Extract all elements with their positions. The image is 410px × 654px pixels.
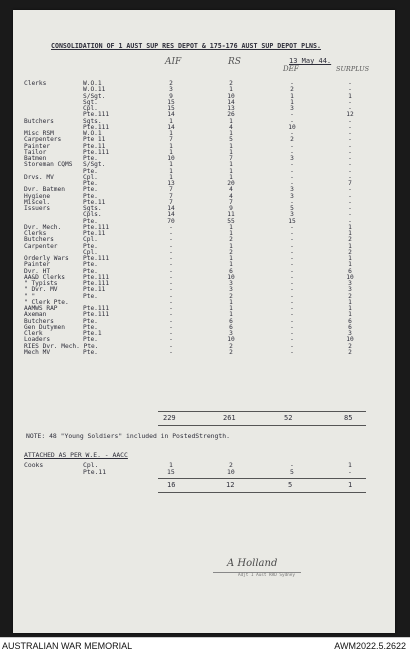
row-rank: Pte. xyxy=(83,267,98,275)
row-value-rs: 4 xyxy=(229,123,233,131)
row-value-aif: 70 xyxy=(167,217,175,225)
row-value-surplus: 1 xyxy=(348,311,352,319)
row-trade: Mech MV xyxy=(24,348,51,356)
row-trade: " " xyxy=(24,292,36,300)
row-rank: Pte. xyxy=(83,217,98,225)
row-value-rs: 10 xyxy=(227,336,235,344)
row-value-surplus: 3 xyxy=(348,286,352,294)
row-rank: Cpl. xyxy=(83,236,98,244)
attached-rs: 2 xyxy=(229,461,233,469)
row-value-def: - xyxy=(290,330,294,337)
row-value-surplus: 2 xyxy=(348,248,352,256)
row-trade: Carpenter xyxy=(24,242,58,250)
row-value-def: - xyxy=(290,180,294,187)
row-value-def: 15 xyxy=(288,217,296,225)
row-value-def: - xyxy=(290,161,294,169)
signature-caption: Adjt 1 Aust RRD Sydney xyxy=(238,573,295,578)
row-value-rs: 1 xyxy=(229,261,233,269)
row-value-def: - xyxy=(290,267,294,275)
row-value-surplus: - xyxy=(348,105,352,112)
archive-footer xyxy=(0,637,410,654)
row-value-surplus: 3 xyxy=(348,330,352,337)
row-value-aif: 15 xyxy=(167,98,175,106)
row-value-surplus: 1 xyxy=(348,223,352,231)
totals-rule-bottom xyxy=(158,425,366,426)
attached-rs: 10 xyxy=(227,468,235,476)
row-value-aif: 14 xyxy=(167,205,175,212)
row-value-rs: 11 xyxy=(227,211,235,219)
row-value-rs: 10 xyxy=(227,273,235,281)
row-rank: Pte. xyxy=(83,242,98,250)
row-value-def: - xyxy=(290,305,294,312)
attached-rank: Pte.11 xyxy=(83,468,107,476)
row-value-rs: 6 xyxy=(229,323,233,331)
row-value-def: - xyxy=(290,292,294,300)
row-value-aif: 3 xyxy=(169,86,173,94)
row-trade: Axeman xyxy=(24,311,47,319)
row-value-def: 3 xyxy=(290,105,294,112)
row-value-aif: 1 xyxy=(169,161,173,169)
row-value-surplus: 3 xyxy=(348,280,352,287)
row-value-rs: 1 xyxy=(229,298,233,306)
row-value-surplus: - xyxy=(348,198,352,206)
row-rank: Pte.11 xyxy=(83,286,106,294)
row-rank: Sgt. xyxy=(83,98,98,106)
row-value-rs: 1 xyxy=(229,255,233,262)
document-title: CONSOLIDATION OF 1 AUST SUP RES DEPOT & 175-176 AUST SUP DEPOT PLNS. xyxy=(51,42,321,50)
footer-accession-number: AWM2022.5.2622 xyxy=(334,641,406,651)
total-aif: 229 xyxy=(163,414,176,422)
row-rank: Pte. xyxy=(83,167,98,175)
row-value-aif: - xyxy=(169,317,173,325)
row-value-def: 10 xyxy=(288,123,296,131)
row-value-aif: - xyxy=(169,223,173,231)
row-value-rs: 55 xyxy=(227,217,235,225)
row-value-def: - xyxy=(290,255,294,262)
row-value-def: - xyxy=(290,236,294,244)
total-rs: 261 xyxy=(223,414,236,422)
row-trade: Drvs. MV xyxy=(24,173,54,181)
row-value-aif: 7 xyxy=(169,136,173,144)
row-value-def: - xyxy=(290,111,294,119)
row-rank: Pte. xyxy=(83,348,98,356)
attached-surplus: 1 xyxy=(348,461,352,469)
row-value-def: - xyxy=(290,223,294,231)
row-value-aif: 15 xyxy=(167,105,175,112)
row-value-rs: 1 xyxy=(229,173,233,181)
row-value-rs: 20 xyxy=(227,180,235,187)
row-trade: Tailor xyxy=(24,148,47,156)
row-value-def: 5 xyxy=(290,205,294,212)
row-rank: Pte.11 xyxy=(83,230,106,237)
row-value-def: - xyxy=(290,130,294,137)
row-value-rs: 1 xyxy=(229,305,233,312)
row-value-rs: 1 xyxy=(229,230,233,237)
column-head-aif: AIF xyxy=(165,57,182,67)
row-rank: Pte. xyxy=(83,323,98,331)
row-value-surplus: 1 xyxy=(348,92,352,100)
row-rank: Cpl. xyxy=(83,173,98,181)
row-value-surplus: 12 xyxy=(346,111,354,119)
row-value-aif: 2 xyxy=(169,80,173,87)
column-head-def: DEF xyxy=(283,65,299,73)
row-value-aif: - xyxy=(169,255,173,262)
row-value-rs: 2 xyxy=(229,348,233,356)
row-value-aif: 9 xyxy=(169,92,173,100)
row-rank: Pte.111 xyxy=(83,255,110,262)
row-value-aif: 7 xyxy=(169,192,173,200)
row-value-aif: - xyxy=(169,261,173,269)
row-value-def: - xyxy=(290,242,294,250)
row-value-def: - xyxy=(290,117,294,125)
attached-total-surplus: 1 xyxy=(348,481,353,489)
row-value-def: - xyxy=(290,323,294,331)
row-value-surplus: 2 xyxy=(348,348,352,356)
row-value-def: - xyxy=(290,342,294,350)
attached-trade: Cooks xyxy=(24,461,44,469)
row-value-def: - xyxy=(290,142,294,150)
row-value-rs: 1 xyxy=(229,142,233,150)
row-value-surplus: - xyxy=(348,123,352,131)
row-rank: Pte.111 xyxy=(83,223,110,231)
row-trade: RIES Dvr. Mech. Pte. xyxy=(24,342,99,350)
row-value-rs: 1 xyxy=(229,223,233,231)
row-trade: Miscel. xyxy=(24,198,51,206)
total-def: 52 xyxy=(284,414,293,422)
row-value-rs: 2 xyxy=(229,80,233,87)
row-value-aif: - xyxy=(169,305,173,312)
row-value-rs: 2 xyxy=(229,292,233,300)
row-value-rs: 6 xyxy=(229,267,233,275)
row-value-rs: 7 xyxy=(229,155,233,162)
row-rank: S/Sgt. xyxy=(83,161,106,169)
row-value-aif: - xyxy=(169,330,173,337)
row-value-def: - xyxy=(290,317,294,325)
row-value-surplus: - xyxy=(348,161,352,169)
row-value-surplus: - xyxy=(348,117,352,125)
row-trade: AAMWS RAP xyxy=(24,305,58,312)
row-trade: Issuers xyxy=(24,205,51,212)
row-value-rs: 6 xyxy=(229,317,233,325)
row-value-surplus: - xyxy=(348,192,352,200)
row-value-aif: 10 xyxy=(167,155,175,162)
row-value-aif: - xyxy=(169,311,173,319)
row-rank: Pte.111 xyxy=(83,123,110,131)
row-trade: Batmen xyxy=(24,155,47,162)
row-value-surplus: 2 xyxy=(348,292,352,300)
row-value-aif: 1 xyxy=(169,167,173,175)
row-trade: " Typists xyxy=(24,280,58,287)
row-rank: W.O.1 xyxy=(83,130,102,137)
row-value-rs: 1 xyxy=(229,117,233,125)
row-rank: Sgts. xyxy=(83,117,102,125)
row-trade: " Clerk Pte. xyxy=(24,298,69,306)
attached-rule-top xyxy=(158,478,366,479)
row-value-rs: 26 xyxy=(227,111,235,119)
attached-rank: Cpl. xyxy=(83,461,99,469)
row-trade: Dvr. Mech. xyxy=(24,223,62,231)
row-rank: Pte.11 xyxy=(83,142,106,150)
row-value-aif: - xyxy=(169,286,173,294)
row-value-surplus: 2 xyxy=(348,236,352,244)
row-value-surplus: - xyxy=(348,167,352,175)
row-value-rs: 9 xyxy=(229,205,233,212)
row-value-aif: - xyxy=(169,336,173,344)
row-value-surplus: 1 xyxy=(348,255,352,262)
signature: A Holland xyxy=(227,558,278,569)
row-rank: Pte. xyxy=(83,192,98,200)
row-rank: Pte.11 xyxy=(83,198,106,206)
row-value-def: - xyxy=(290,336,294,344)
row-trade: Dvr. Batmen xyxy=(24,186,65,194)
row-value-rs: 3 xyxy=(229,286,233,294)
row-value-surplus: - xyxy=(348,205,352,212)
row-value-surplus: - xyxy=(348,98,352,106)
row-value-aif: 14 xyxy=(167,123,175,131)
row-value-surplus: - xyxy=(348,186,352,194)
row-value-rs: 1 xyxy=(229,130,233,137)
row-value-aif: 1 xyxy=(169,117,173,125)
row-value-rs: 1 xyxy=(229,148,233,156)
row-value-rs: 4 xyxy=(229,186,233,194)
attached-aif: 1 xyxy=(169,461,173,469)
row-rank: Pte. xyxy=(83,180,98,187)
row-trade: Orderly Wars xyxy=(24,255,69,262)
row-value-surplus: - xyxy=(348,211,352,219)
row-rank: Pte. xyxy=(83,292,98,300)
row-trade: Dvr. HT xyxy=(24,267,51,275)
row-trade: Butchers xyxy=(24,236,54,244)
row-trade: Clerk xyxy=(24,330,43,337)
row-value-aif: 7 xyxy=(169,186,173,194)
row-rank: Pte. xyxy=(83,155,98,162)
attached-total-rs: 12 xyxy=(226,481,235,489)
row-rank: Pte.111 xyxy=(83,311,110,319)
column-head-rs: RS xyxy=(228,57,241,67)
row-value-surplus: 10 xyxy=(346,273,354,281)
attached-def: 5 xyxy=(290,468,294,476)
column-head-surplus: SURPLUS xyxy=(336,65,370,73)
row-value-aif: - xyxy=(169,230,173,237)
row-value-rs: 7 xyxy=(229,198,233,206)
row-value-def: 1 xyxy=(290,98,294,106)
row-value-surplus: - xyxy=(348,80,352,87)
row-rank: Pte.111 xyxy=(83,148,110,156)
row-trade: Loaders xyxy=(24,336,51,344)
attached-def: - xyxy=(290,461,294,469)
row-rank: Sgts. xyxy=(83,205,102,212)
row-rank: Cpl. xyxy=(83,248,98,256)
row-value-rs: 1 xyxy=(229,167,233,175)
row-value-def: 3 xyxy=(290,211,294,219)
row-rank: W.O.11 xyxy=(83,86,106,94)
row-trade: Storeman CQMS xyxy=(24,161,73,169)
row-value-aif: - xyxy=(169,280,173,287)
row-value-def: - xyxy=(290,167,294,175)
row-value-rs: 3 xyxy=(229,330,233,337)
row-value-rs: 13 xyxy=(227,105,235,112)
row-value-aif: 1 xyxy=(169,130,173,137)
row-value-def: - xyxy=(290,273,294,281)
row-rank: Cpl. xyxy=(83,105,98,112)
row-value-aif: - xyxy=(169,298,173,306)
row-value-aif: 14 xyxy=(167,111,175,119)
table-row xyxy=(13,350,395,356)
attached-surplus: - xyxy=(348,468,352,476)
row-value-aif: - xyxy=(169,267,173,275)
row-trade: Painter xyxy=(24,142,51,150)
row-value-rs: 4 xyxy=(229,192,233,200)
row-value-def: - xyxy=(290,148,294,156)
row-value-aif: 7 xyxy=(169,198,173,206)
row-value-surplus: - xyxy=(348,217,352,225)
row-value-def: - xyxy=(290,173,294,181)
row-value-def: - xyxy=(290,248,294,256)
row-value-surplus: - xyxy=(348,136,352,144)
row-trade: Painter xyxy=(24,261,51,269)
row-value-surplus: 10 xyxy=(346,336,354,344)
row-value-def: - xyxy=(290,311,294,319)
row-rank: Pte.111 xyxy=(83,305,110,312)
attached-aif: 15 xyxy=(167,468,175,476)
row-value-def: - xyxy=(290,198,294,206)
footer-institution: AUSTRALIAN WAR MEMORIAL xyxy=(2,641,133,651)
row-value-def: 3 xyxy=(290,186,294,194)
row-trade: Misc RSM xyxy=(24,130,54,137)
row-value-aif: - xyxy=(169,292,173,300)
row-rank: Pte.1 xyxy=(83,330,102,337)
row-value-def: - xyxy=(290,286,294,294)
row-value-rs: 1 xyxy=(229,161,233,169)
row-value-aif: 1 xyxy=(169,142,173,150)
row-value-def: 1 xyxy=(290,92,294,100)
row-value-surplus: 1 xyxy=(348,242,352,250)
row-rank: Pte. xyxy=(83,186,98,194)
row-value-aif: - xyxy=(169,323,173,331)
row-value-aif: - xyxy=(169,342,173,350)
row-value-rs: 14 xyxy=(227,98,235,106)
row-value-surplus: 1 xyxy=(348,261,352,269)
row-value-rs: 1 xyxy=(229,242,233,250)
row-value-rs: 2 xyxy=(229,236,233,244)
row-rank: S/Sgt. xyxy=(83,92,106,100)
row-value-surplus: - xyxy=(348,86,352,94)
row-rank: Pte. xyxy=(83,317,98,325)
row-value-surplus: 6 xyxy=(348,267,352,275)
attached-total-aif: 16 xyxy=(167,481,176,489)
row-value-rs: 10 xyxy=(227,92,235,100)
row-rank: Pte.111 xyxy=(83,280,110,287)
document-date: 13 May 44. xyxy=(289,57,332,65)
row-value-rs: 5 xyxy=(229,136,233,144)
row-value-aif: - xyxy=(169,236,173,244)
row-value-surplus: - xyxy=(348,155,352,162)
row-value-surplus: 1 xyxy=(348,230,352,237)
row-value-aif: - xyxy=(169,248,173,256)
row-value-def: - xyxy=(290,261,294,269)
row-value-aif: - xyxy=(169,273,173,281)
row-trade: " Dvr. MV xyxy=(24,286,58,294)
row-value-def: - xyxy=(290,298,294,306)
total-surplus: 85 xyxy=(344,414,353,422)
row-rank: Pte.111 xyxy=(83,273,110,281)
row-value-surplus: - xyxy=(348,142,352,150)
row-value-aif: - xyxy=(169,242,173,250)
row-value-def: - xyxy=(290,80,294,87)
row-trade: Butchers xyxy=(24,117,54,125)
note-text: NOTE: 48 "Young Soldiers" included in PostedStrength. xyxy=(26,432,230,440)
row-rank: Cpls. xyxy=(83,211,102,219)
attached-heading: ATTACHED AS PER W.E. - AACC xyxy=(24,451,128,459)
row-value-aif: 1 xyxy=(169,148,173,156)
row-value-rs: 3 xyxy=(229,280,233,287)
row-value-rs: 1 xyxy=(229,311,233,319)
document-page xyxy=(13,10,395,633)
row-trade: AA&D Clerks xyxy=(24,273,65,281)
row-value-surplus: 1 xyxy=(348,305,352,312)
row-value-surplus: 6 xyxy=(348,317,352,325)
row-value-def: - xyxy=(290,348,294,356)
row-value-rs: 2 xyxy=(229,342,233,350)
row-value-aif: - xyxy=(169,348,173,356)
row-trade: Butchers xyxy=(24,317,54,325)
row-trade: Hygiene xyxy=(24,192,51,200)
row-trade: Clerks xyxy=(24,230,47,237)
row-value-aif: 13 xyxy=(167,180,175,187)
row-value-surplus: 6 xyxy=(348,323,352,331)
row-value-surplus: - xyxy=(348,148,352,156)
row-rank: W.O.1 xyxy=(83,80,102,87)
row-trade: Clerks xyxy=(24,80,47,87)
row-rank: Pte. xyxy=(83,336,98,344)
row-trade: Gen Dutymen xyxy=(24,323,65,331)
row-value-surplus: 7 xyxy=(348,180,352,187)
row-value-def: 2 xyxy=(290,86,294,94)
row-value-surplus: 2 xyxy=(348,342,352,350)
row-rank: Pte. xyxy=(83,261,98,269)
row-rank: Pte.111 xyxy=(83,111,110,119)
strength-table xyxy=(13,81,395,356)
row-value-surplus: 1 xyxy=(348,298,352,306)
row-trade: Carpenters xyxy=(24,136,62,144)
row-value-def: 3 xyxy=(290,155,294,162)
row-value-surplus: - xyxy=(348,130,352,137)
row-value-rs: 2 xyxy=(229,248,233,256)
row-value-def: 2 xyxy=(290,136,294,144)
row-value-def: - xyxy=(290,230,294,237)
row-value-aif: 14 xyxy=(167,211,175,219)
row-value-rs: 1 xyxy=(229,86,233,94)
row-rank: Pte 11 xyxy=(83,136,106,144)
row-value-aif: 1 xyxy=(169,173,173,181)
attached-total-def: 5 xyxy=(288,481,293,489)
row-value-surplus: - xyxy=(348,173,352,181)
row-value-def: 3 xyxy=(290,192,294,200)
attached-rule-bottom xyxy=(158,492,366,493)
row-value-def: - xyxy=(290,280,294,287)
totals-rule-top xyxy=(158,411,366,412)
